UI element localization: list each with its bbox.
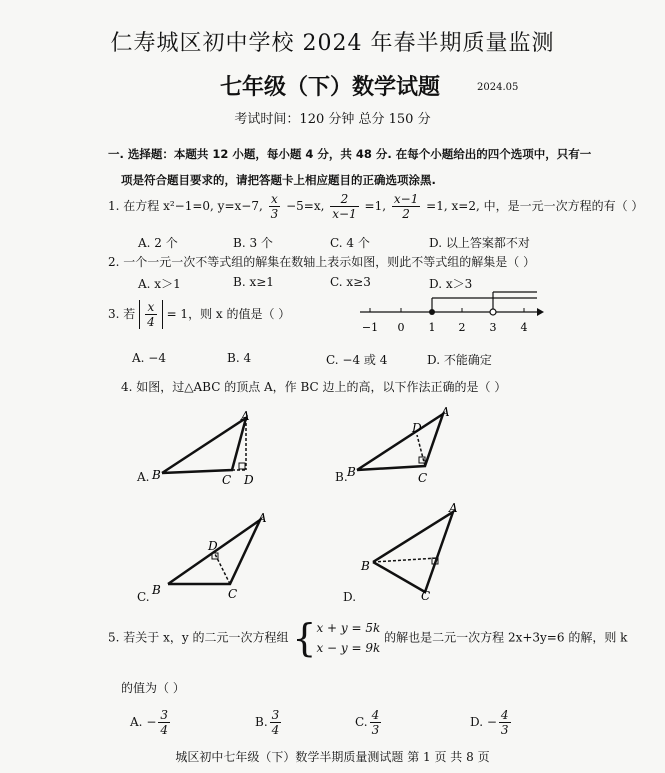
point-b: B (152, 583, 161, 597)
q5-option-b-fraction (270, 708, 282, 737)
q2-option-c: C. x≥3 (330, 275, 371, 289)
exam-date: 2024.05 (477, 82, 519, 93)
q3-prefix: 3. 若 (108, 307, 136, 321)
point-a: A (258, 511, 267, 525)
q5-prefix: 5. 若关于 x，y 的二元一次方程组 (108, 630, 289, 645)
point-d: D (208, 539, 218, 553)
tick-label: 2 (458, 321, 466, 334)
point-d: D (244, 473, 254, 486)
q5-option-b-label: B. (255, 715, 268, 729)
point-d: D (412, 421, 422, 435)
hollow-point (490, 309, 496, 315)
q5-option-c-label: C. (355, 715, 368, 729)
q1-option-c: C. 4 个 (330, 236, 370, 250)
q5-eq2: x − y = 9k (316, 641, 381, 655)
q1-frac1-den: 3 (270, 207, 279, 221)
tick-label: 3 (489, 321, 497, 334)
q1-option-a: A. 2 个 (138, 236, 178, 250)
q5-option-a-den: 4 (160, 723, 169, 737)
q4-option-b-label: B. (335, 470, 348, 484)
q5-option-b-num: 3 (271, 708, 280, 722)
exam-title: 仁寿城区初中学校 2024 年春半期质量监测 (110, 31, 555, 56)
brace-icon: { (292, 616, 317, 660)
q1-part2: −5=x, (286, 199, 325, 213)
point-a: A (449, 501, 458, 515)
q1-fraction-1 (269, 192, 281, 221)
q5-option-c-fraction (370, 708, 382, 737)
point-c: C (228, 587, 238, 600)
q5-option-d-fraction (499, 708, 511, 737)
tick-label: −1 (361, 321, 379, 334)
q4-option-d-label: D. (343, 590, 357, 604)
q1-frac2-den: x−1 (332, 207, 357, 221)
exam-subtitle: 七年级（下）数学试题 (220, 75, 441, 100)
q1-fraction-2 (330, 192, 358, 221)
q3-suffix: = 1，则 x 的值是（ ） (166, 307, 291, 321)
q5-option-a-num: 3 (160, 708, 169, 722)
solid-point (429, 309, 435, 315)
equation-system (316, 618, 380, 658)
exam-info: 考试时间：120 分钟 总分 150 分 (234, 112, 431, 127)
q3-frac-num: x (145, 300, 157, 315)
q1-suffix: =1, x=2, 中，是一元一次方程的有（ ） (426, 199, 644, 213)
q3-option-b: B. 4 (227, 351, 252, 365)
section-heading-line1: 一. 选择题：本题共 12 小题，每小题 4 分，共 48 分. 在每个小题给出的四个选项中，只有一 (108, 147, 592, 161)
q3-absolute-value (139, 300, 163, 329)
q1-part3: =1, (364, 199, 387, 213)
q1-option-d: D. 以上答案都不对 (429, 236, 530, 250)
point-c: C (222, 473, 232, 486)
q5-option-b-den: 4 (271, 723, 280, 737)
q1-option-b: B. 3 个 (233, 236, 273, 250)
q5-option-d (470, 708, 513, 737)
point-b: B (347, 465, 356, 479)
q5-option-c-num: 4 (371, 708, 380, 722)
q5-option-d-label: D. (470, 715, 484, 729)
arrow-right-icon (537, 308, 544, 316)
question-4: 4. 如图，过△ABC 的顶点 A，作 BC 边上的高，以下作法正确的是（ ） (121, 380, 507, 394)
page-footer: 城区初中七年级（下）数学半期质量测试题 第 1 页 共 8 页 (175, 750, 490, 764)
triangle-figure-a (150, 408, 265, 486)
q1-prefix: 1. 在方程 x²−1=0, y=x−7, (108, 199, 263, 213)
tick-label: 4 (520, 321, 528, 334)
q2-option-d: D. x＞3 (429, 277, 473, 291)
q4-option-c-label: C. (137, 590, 150, 604)
point-c: C (418, 471, 428, 485)
point-a: A (441, 405, 450, 419)
q1-frac3-den: 2 (402, 207, 410, 221)
q5-option-a-label: A. (130, 715, 143, 729)
q5-line2: 的值为（ ） (121, 681, 185, 695)
q5-eq1: x + y = 5k (316, 621, 381, 635)
q3-option-a: A. −4 (132, 351, 166, 365)
q1-frac3-num: x−1 (393, 192, 419, 206)
point-b: B (361, 559, 370, 573)
q2-option-b: B. x≥1 (233, 275, 274, 289)
q3-fraction (145, 300, 157, 329)
point-c: C (421, 589, 431, 600)
section-heading-line2: 项是符合题目要求的，请把答题卡上相应题目的正确选项涂黑. (121, 173, 436, 187)
question-5 (108, 618, 627, 658)
q5-option-a (130, 708, 172, 737)
q5-option-a-fraction (158, 708, 170, 737)
tick-label: 0 (397, 321, 405, 334)
question-1 (108, 192, 643, 221)
q3-frac-den: 4 (147, 315, 155, 329)
q5-option-c (355, 708, 383, 737)
point-b: B (152, 468, 161, 482)
q2-option-a: A. x＞1 (138, 277, 181, 291)
q5-option-b (255, 708, 283, 737)
question-2: 2. 一个一元一次不等式组的解集在数轴上表示如图，则此不等式组的解集是（ ） (108, 255, 536, 269)
q5-option-a-sign: − (146, 715, 157, 729)
q3-option-c: C. −4 或 4 (326, 353, 388, 367)
q5-option-d-num: 4 (500, 708, 509, 722)
triangle-figure-b (345, 402, 460, 486)
triangle-figure-c (150, 508, 275, 600)
q5-option-d-sign: − (486, 715, 497, 729)
question-3 (108, 300, 290, 329)
q1-fraction-3 (392, 192, 420, 221)
q3-option-d: D. 不能确定 (427, 353, 492, 367)
number-line-figure (355, 290, 545, 340)
point-a: A (241, 409, 250, 423)
q5-suffix: 的解也是二元一次方程 2x+3y=6 的解，则 k (384, 630, 628, 645)
q1-frac1-num: x (269, 192, 281, 207)
tick-label: 1 (428, 321, 436, 334)
triangle-figure-d (355, 500, 465, 600)
q5-option-d-den: 3 (500, 723, 509, 737)
q1-frac2-num: 2 (330, 192, 358, 207)
q5-option-c-den: 3 (371, 723, 380, 737)
q4-option-a-label: A. (137, 470, 150, 484)
